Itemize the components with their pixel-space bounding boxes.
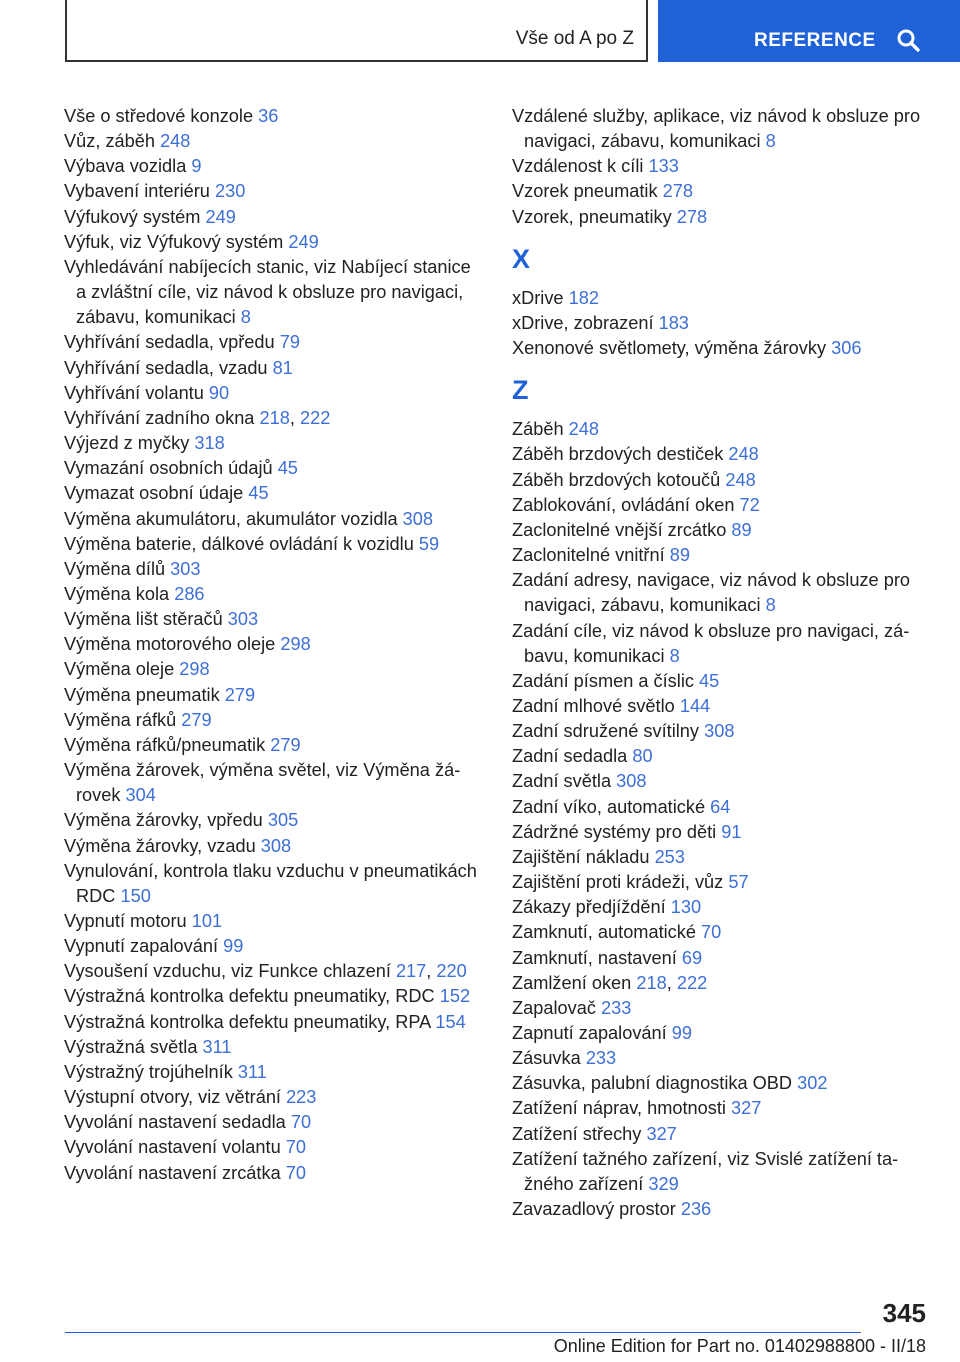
page-reference-link[interactable]: 90 [208, 382, 230, 403]
index-entry-text: Zadní sdružené svítilny [512, 721, 700, 742]
index-entry [512, 311, 932, 336]
page-reference-link[interactable]: 248 [725, 469, 756, 490]
index-entry-text: Vzdálenost k cíli [512, 156, 644, 177]
index-entry-text: Výměna ráfků [64, 709, 177, 730]
index-entry-text: Výstražná světla [64, 1036, 198, 1057]
page-reference-link[interactable]: 279 [224, 684, 256, 705]
index-entry [64, 733, 484, 758]
index-entry [512, 694, 932, 719]
index-entry: Zamlžení oken 218, 222 [512, 972, 708, 993]
page-reference-link[interactable]: 308 [260, 835, 292, 856]
index-entry [512, 1122, 932, 1147]
index-entry [64, 230, 484, 255]
page-reference-link[interactable]: 278 [676, 206, 708, 227]
index-entry [64, 330, 484, 355]
index-entry-text: Výfuk, viz Výfukový systém [64, 231, 284, 252]
page-reference-link[interactable]: 249 [288, 231, 319, 252]
page-reference-link[interactable]: 279 [270, 734, 301, 755]
index-column-left [64, 104, 484, 1186]
index-entry [64, 984, 484, 1009]
index-entry-text: Záběh [512, 419, 564, 440]
index-entry [64, 205, 484, 230]
page-reference-link[interactable]: 218 [259, 407, 290, 428]
page-reference-link[interactable]: 278 [662, 181, 693, 202]
index-entry-text: Zatížení střechy [512, 1123, 642, 1144]
page-reference-link[interactable]: 318 [194, 433, 225, 454]
index-entry [512, 719, 932, 744]
page-reference-link[interactable]: 70 [285, 1162, 306, 1183]
index-entry-text: Výfukový systém [64, 206, 201, 227]
index-entry [64, 431, 484, 456]
index-entry-text: Vzorek, pneumatiky [512, 206, 672, 227]
index-entry [512, 946, 932, 971]
index-entry [64, 1010, 484, 1035]
index-entry [512, 518, 932, 543]
page-reference-link[interactable]: 218 [636, 972, 667, 993]
page-reference-link[interactable]: 70 [701, 922, 722, 943]
index-entry-text: Zatížení tažného zařízení, viz Svislé zatížení tažného zařízení [512, 1148, 899, 1194]
page-reference-link[interactable]: 327 [646, 1123, 677, 1144]
index-entry-text: Výměna kola [64, 583, 170, 604]
index-entry-text: Zamknutí, nastavení [512, 947, 677, 968]
page-reference-link[interactable]: 8 [240, 307, 251, 328]
page-reference-link[interactable]: 298 [280, 634, 311, 655]
index-entry [64, 859, 484, 909]
page-reference-link[interactable]: 99 [223, 936, 244, 957]
index-entry-text: Výměna ráfků/pneumatik [64, 734, 266, 755]
page-reference-link[interactable]: 223 [286, 1087, 317, 1108]
page-reference-link[interactable]: 45 [277, 458, 298, 479]
index-entry [512, 769, 932, 794]
index-entry [64, 154, 484, 179]
page-reference-link[interactable]: 220 [436, 961, 467, 982]
page-reference-link[interactable]: 72 [739, 494, 760, 515]
index-entry [512, 1096, 932, 1121]
index-entry-text: Zapalovač [512, 997, 596, 1018]
index-entry-text: Vůz, záběh [64, 131, 155, 152]
page-reference-link[interactable]: 91 [721, 821, 742, 842]
index-entry-text: Výměna dílů [64, 558, 166, 579]
index-entry-text: Výměna motorového oleje [64, 634, 276, 655]
index-entry [512, 845, 932, 870]
index-entry-text: Vyhřívání sedadla, vzadu [64, 357, 268, 378]
index-entry-text: Výměna pneumatik [64, 684, 220, 705]
index-entry [512, 820, 932, 845]
page-reference-link[interactable]: 154 [435, 1011, 466, 1032]
index-entry-text: Výměna žárovek, výměna světel, viz Výměna žárovek [64, 760, 461, 806]
page-reference-link[interactable]: 236 [680, 1199, 712, 1220]
index-group-z [512, 417, 932, 1222]
page-reference-link[interactable]: 59 [418, 533, 440, 554]
index-entry [512, 417, 932, 442]
index-entry [512, 1021, 932, 1046]
page-reference-link[interactable]: 182 [568, 287, 599, 308]
page-reference-link[interactable]: 279 [181, 709, 212, 730]
index-entry [512, 669, 932, 694]
page-reference-link[interactable]: 305 [267, 810, 299, 831]
index-entry-text: Vzdálené služby, aplikace, viz návod k obsluze pro navigaci, zábavu, komunikaci [512, 106, 921, 152]
index-entry-text: Zadní sedadla [512, 746, 628, 767]
index-entry-text: Zaclonitelné vnitřní [512, 545, 665, 566]
search-icon[interactable] [896, 28, 920, 52]
index-entry [512, 1147, 932, 1197]
index-entry-text: Vybavení interiéru [64, 181, 210, 202]
page-reference-link[interactable]: 248 [160, 131, 191, 152]
index-entry [512, 568, 932, 618]
index-entry-text: Výměna žárovky, vpředu [64, 810, 263, 831]
index-entry [64, 1035, 484, 1060]
index-entry [512, 205, 932, 230]
index-entry-text: Zádržné systémy pro děti [512, 821, 717, 842]
index-entry [512, 336, 932, 361]
index-entry [64, 1135, 484, 1160]
page-reference-link[interactable]: 150 [120, 885, 151, 906]
index-entry-text: Zamlžení oken [512, 972, 632, 993]
page-reference-link[interactable]: 222 [676, 972, 708, 993]
index-entry-text: Výměna lišt stěračů [64, 609, 223, 630]
index-entry-text: Záběh brzdových destiček [512, 444, 724, 465]
page-reference-link[interactable]: 298 [179, 659, 210, 680]
page-reference-link[interactable]: 45 [699, 670, 720, 691]
index-entry [64, 481, 484, 506]
page-reference-link[interactable]: 308 [402, 508, 434, 529]
page-reference-link[interactable]: 70 [290, 1112, 312, 1133]
index-entry-text: Výbava vozidla [64, 156, 187, 177]
index-entry [512, 744, 932, 769]
index-entry-text: Zadní mlhové světlo [512, 695, 675, 716]
page-reference-link[interactable]: 233 [585, 1048, 617, 1069]
section-letter-z: Z [512, 375, 529, 406]
index-group-x [512, 286, 932, 361]
page-reference-link[interactable]: 101 [191, 911, 223, 931]
index-entry-text: Výstražný trojúhelník [64, 1061, 233, 1082]
index-entry [64, 1085, 484, 1110]
page-reference-link[interactable]: 249 [205, 206, 236, 227]
index-entry-text: Vypnutí zapalování [64, 936, 219, 957]
index-entry-text: Xenonové světlomety, výměna žárovky [512, 338, 827, 359]
index-entry-text: Vyhledávání nabíjecích stanic, viz Nabíjecí stanice a zvláštní cíle, viz návod k obsluze pro navigaci, zábavu, komunikaci [64, 256, 471, 328]
index-entry [512, 286, 932, 311]
footer-edition: Online Edition for Part no. 01402988800 - II/18 [553, 1336, 926, 1356]
index-entry-text: Výměna akumulátoru, akumulátor vozidla [64, 508, 398, 529]
index-entry [512, 895, 932, 920]
index-entry [64, 356, 484, 381]
page-reference-link[interactable]: 45 [248, 483, 269, 504]
index-entry-text: Vysoušení vzduchu, viz Funkce chlazení [64, 961, 391, 982]
index-entry-text: Vyvolání nastavení zrcátka [64, 1162, 281, 1183]
page-reference-link[interactable]: 69 [681, 947, 703, 968]
index-entry [512, 543, 932, 568]
index-entry-text: Zákazy předjíždění [512, 897, 666, 918]
page-reference-link[interactable]: 233 [600, 997, 632, 1018]
page-reference-link[interactable]: 99 [671, 1023, 692, 1043]
index-entry [64, 507, 484, 532]
page-reference-link[interactable]: 152 [439, 986, 471, 1007]
index-entry [512, 920, 932, 945]
index-entry-text: xDrive [512, 287, 564, 308]
page-reference-link[interactable]: 133 [648, 156, 679, 177]
index-entry [64, 532, 484, 557]
index-entry-text: Výstupní otvory, viz větrání [64, 1087, 281, 1108]
index-entry [512, 795, 932, 820]
index-entry [64, 456, 484, 481]
page-reference-link[interactable]: 8 [669, 645, 680, 666]
index-entry-text: Zapnutí zapalování [512, 1023, 667, 1043]
page-reference-link[interactable]: 329 [648, 1173, 679, 1194]
page-reference-link[interactable]: 80 [632, 746, 653, 767]
index-entry-text: Zásuvka [512, 1048, 581, 1069]
index-entry [64, 632, 484, 657]
section-header [65, 0, 648, 62]
index-entry-text: Zablokování, ovládání oken [512, 494, 735, 515]
page-reference-link[interactable]: 230 [214, 181, 246, 202]
index-entry [64, 129, 484, 154]
section-letter-x: X [512, 243, 531, 274]
index-entry [512, 619, 932, 669]
page-reference-link[interactable]: 222 [299, 407, 331, 428]
index-entry-text: Zadání písmen a číslic [512, 670, 694, 691]
page-reference-link[interactable]: 57 [728, 872, 749, 893]
page-reference-link[interactable]: 8 [765, 595, 776, 616]
index-entry-text: Vyhřívání zadního okna [64, 407, 255, 428]
index-entry-text: Výjezd z myčky [64, 433, 190, 454]
index-entry-text: Vymazat osobní údaje [64, 483, 244, 504]
index-entry [512, 154, 932, 179]
page-reference-link[interactable]: 327 [731, 1098, 762, 1119]
reference-tab[interactable] [658, 0, 960, 62]
page-reference-link[interactable]: 183 [658, 312, 689, 333]
index-entry [64, 1060, 484, 1085]
index-entry-text: Zaclonitelné vnější zrcátko [512, 519, 727, 540]
page-reference-link[interactable]: 217 [395, 961, 427, 982]
index-entry: Vyhřívání zadního okna 218, 222 [64, 407, 331, 428]
page-reference-link[interactable]: 36 [258, 106, 279, 126]
index-entry-text: Výstražná kontrolka defektu pneumatiky, RDC [64, 986, 435, 1007]
page-reference-link[interactable]: 308 [616, 771, 647, 792]
index-entry [64, 834, 484, 859]
index-entry-text: Vzorek pneumatik [512, 181, 658, 202]
index-entry [64, 683, 484, 708]
index-entry [64, 179, 484, 204]
page-reference-link[interactable]: 9 [191, 156, 202, 177]
index-entry [64, 708, 484, 733]
index-entry-text: Vyhřívání volantu [64, 382, 204, 403]
index-entry-text: Výstražná kontrolka defektu pneumatiky, RPA [64, 1011, 431, 1032]
page-reference-link[interactable]: 130 [670, 897, 702, 918]
index-entry-text: Výměna žárovky, vzadu [64, 835, 256, 856]
index-entry [512, 996, 932, 1021]
index-entry-text: Výměna baterie, dálkové ovládání k vozidlu [64, 533, 414, 554]
index-entry [64, 909, 484, 934]
index-entry-text: Zadání adresy, navigace, viz návod k obsluze pro navigaci, zábavu, komunikaci [512, 570, 910, 616]
index-entry [64, 1161, 484, 1186]
index-entry [512, 179, 932, 204]
index-entry-text: Vymazání osobních údajů [64, 458, 273, 479]
page-reference-link[interactable]: 304 [125, 785, 156, 806]
page-reference-link[interactable]: 311 [202, 1036, 232, 1057]
index-entry-text: Záběh brzdových kotoučů [512, 469, 721, 490]
index-entry [64, 934, 484, 959]
index-entry [512, 1071, 932, 1096]
index-entry-text: Zadní víko, automatické [512, 796, 706, 817]
index-entry: Vysoušení vzduchu, viz Funkce chlazení 217, 220 [64, 961, 467, 982]
index-entry-text: Vyvolání nastavení volantu [64, 1137, 281, 1158]
page-reference-link[interactable]: 248 [568, 419, 599, 440]
index-entry-text: Vyhřívání sedadla, vpředu [64, 332, 275, 353]
index-entry [512, 870, 932, 895]
index-column-right [512, 104, 932, 1222]
index-entry-text: Vše o středové konzole [64, 106, 254, 126]
index-entry-text: Zásuvka, palubní diagnostika OBD [512, 1073, 793, 1094]
index-entry [64, 381, 484, 406]
page-reference-link[interactable]: 253 [654, 846, 685, 867]
index-entry [64, 557, 484, 582]
index-entry [64, 104, 484, 129]
index-entry-text: Zajištění proti krádeži, vůz [512, 872, 724, 893]
index-entry [64, 607, 484, 632]
page-reference-link[interactable]: 311 [237, 1061, 267, 1082]
index-entry-text: Zamknutí, automatické [512, 922, 696, 943]
page-reference-link[interactable]: 89 [669, 545, 690, 566]
index-entry [512, 468, 932, 493]
index-entry-text: Výměna oleje [64, 659, 175, 680]
index-entry-text: Vyvolání nastavení sedadla [64, 1112, 286, 1133]
page-reference-link[interactable]: 89 [731, 519, 752, 540]
index-entry-text: Zadní světla [512, 771, 612, 792]
index-entry [64, 657, 484, 682]
index-entry-text: Zadání cíle, viz návod k obsluze pro navigaci, zábavu, komunikaci [512, 620, 910, 666]
page-reference-link[interactable]: 144 [679, 695, 711, 716]
index-entry [512, 493, 932, 518]
reference-tab-label: REFERENCE [754, 30, 876, 51]
index-entry [512, 1046, 932, 1071]
index-entry-text: Zajištění nákladu [512, 846, 650, 867]
page-number: 345 [882, 1298, 926, 1328]
index-group-v-continued [512, 104, 932, 230]
index-entry-text: Vypnutí motoru [64, 911, 187, 931]
index-entry [64, 758, 484, 808]
index-entry [512, 1197, 932, 1222]
index-entry-text: Zavazadlový prostor [512, 1199, 676, 1220]
index-entry-text: xDrive, zobrazení [512, 312, 654, 333]
page-reference-link[interactable]: 70 [285, 1137, 307, 1158]
page-reference-link[interactable]: 308 [704, 721, 735, 742]
page-reference-link[interactable]: 248 [728, 444, 759, 465]
page-reference-link[interactable]: 64 [710, 796, 731, 817]
page-reference-link[interactable]: 302 [797, 1073, 828, 1094]
index-entry [64, 808, 484, 833]
index-entry [64, 582, 484, 607]
index-entry [64, 1110, 484, 1135]
footer-divider [65, 1332, 861, 1333]
page-reference-link[interactable]: 303 [227, 609, 259, 630]
page-reference-link[interactable]: 79 [279, 332, 300, 353]
index-entry-text: Zatížení náprav, hmotnosti [512, 1098, 726, 1119]
page-reference-link[interactable]: 306 [831, 338, 862, 359]
section-title: Vše od A po Z [515, 28, 634, 49]
page-reference-link[interactable]: 81 [272, 357, 293, 378]
index-entry-text: Vynulování, kontrola tlaku vzduchu v pneumatikách RDC [64, 860, 477, 906]
page-reference-link[interactable]: 8 [765, 131, 776, 152]
index-entry [64, 255, 484, 330]
index-entry [512, 442, 932, 467]
index-entry [512, 104, 932, 154]
page-reference-link[interactable]: 286 [174, 583, 205, 604]
page-reference-link[interactable]: 303 [170, 558, 201, 579]
